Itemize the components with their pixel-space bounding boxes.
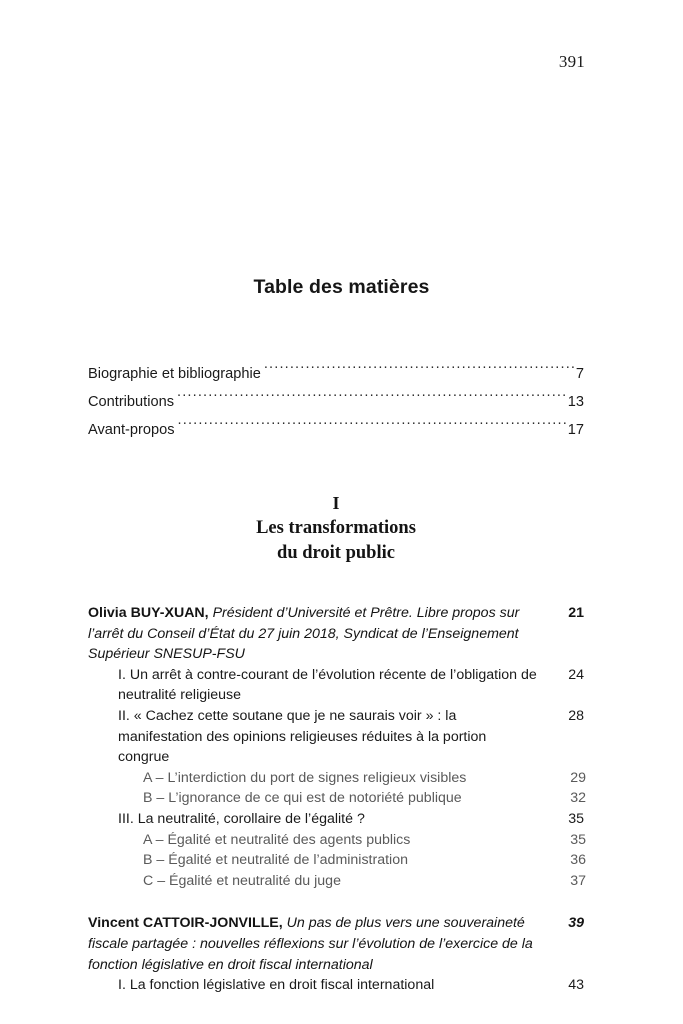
page-number: 391: [558, 52, 585, 71]
section-page-number: 24: [568, 666, 584, 683]
contribution-page-number: 21: [568, 605, 584, 621]
section-entry-level-2[interactable]: [88, 850, 584, 871]
front-matter-page-number: 13: [567, 394, 584, 410]
section-label: A – Égalité et neutralité des agents publics: [143, 831, 411, 848]
section-label: III. La neutralité, corollaire de l’égalité ?: [118, 810, 365, 827]
front-matter-page-number: 7: [575, 366, 584, 382]
section-page-number: 28: [568, 707, 584, 724]
section-entry-level-2[interactable]: [88, 788, 584, 809]
contribution-text: [88, 603, 538, 665]
section-page-number: 29: [570, 769, 586, 786]
part-heading: [88, 490, 584, 565]
section-label: A – L’interdiction du port de signes religieux visibles: [143, 769, 467, 786]
front-matter-row[interactable]: [88, 388, 584, 416]
contribution-text: [88, 913, 538, 975]
contribution-page-number: 39: [568, 915, 584, 932]
front-matter-row[interactable]: [88, 360, 584, 388]
section-entry-level-1[interactable]: [88, 665, 584, 706]
part-number: I: [332, 493, 340, 513]
contribution-entry[interactable]: [88, 603, 584, 665]
toc-content: [88, 360, 584, 996]
contribution-entry[interactable]: [88, 913, 584, 975]
contribution-block: [88, 913, 584, 995]
front-matter-label: Biographie et bibliographie: [88, 366, 261, 382]
section-label: I. La fonction législative en droit fiscal international: [118, 977, 435, 994]
front-matter-list: [88, 360, 584, 444]
dot-leader: [264, 363, 575, 378]
section-entry-level-2[interactable]: [88, 830, 584, 851]
section-page-number: 32: [570, 790, 586, 807]
section-page-number: 37: [570, 872, 586, 889]
section-label: B – Égalité et neutralité de l’administration: [143, 852, 408, 869]
page-title: Table des matières: [253, 276, 430, 298]
contribution-title: Un pas de plus vers une souveraineté fiscale partagée : nouvelles réflexions sur l’évolution de l’exercice de la fonction législative en droit fiscal international: [88, 915, 533, 973]
front-matter-page-number: 17: [567, 422, 584, 438]
contribution-block: [88, 603, 584, 891]
section-page-number: 43: [568, 977, 584, 994]
contribution-author: Vincent CATTOIR-JONVILLE,: [88, 915, 283, 932]
section-label: C – Égalité et neutralité du juge: [143, 872, 341, 889]
section-page-number: 35: [568, 810, 584, 827]
part-title-line-1: Les transformations: [256, 518, 416, 538]
dot-leader: [178, 419, 567, 434]
section-label: II. « Cachez cette soutane que je ne saurais voir » : la manifestation des opinions religieuses réduites à la portion congrue: [118, 707, 487, 766]
dot-leader: [177, 391, 567, 406]
contributions-list: [88, 603, 584, 996]
front-matter-label: Contributions: [88, 394, 174, 410]
section-label: I. Un arrêt à contre-courant de l’évolution récente de l’obligation de neutralité religieuse: [118, 666, 537, 704]
section-label: B – L’ignorance de ce qui est de notoriété publique: [143, 790, 462, 807]
section-entry-level-2[interactable]: [88, 871, 584, 892]
section-page-number: 35: [570, 831, 586, 848]
section-entry-level-2[interactable]: [88, 768, 584, 789]
section-entry-level-1[interactable]: [88, 809, 584, 830]
section-page-number: 36: [570, 852, 586, 869]
front-matter-label: Avant-propos: [88, 422, 175, 438]
contribution-author: Olivia BUY-XUAN,: [88, 605, 209, 621]
section-entry-level-1[interactable]: [88, 706, 584, 768]
section-entry-level-1[interactable]: [88, 975, 584, 996]
contribution-title: Président d’Université et Prêtre. Libre propos sur l’arrêt du Conseil d’État du 27 juin 2018, Syndicat de l’Enseignement Supérieur SNESUP-FSU: [88, 605, 520, 663]
part-title-line-2: du droit public: [277, 542, 395, 563]
front-matter-row[interactable]: [88, 416, 584, 444]
